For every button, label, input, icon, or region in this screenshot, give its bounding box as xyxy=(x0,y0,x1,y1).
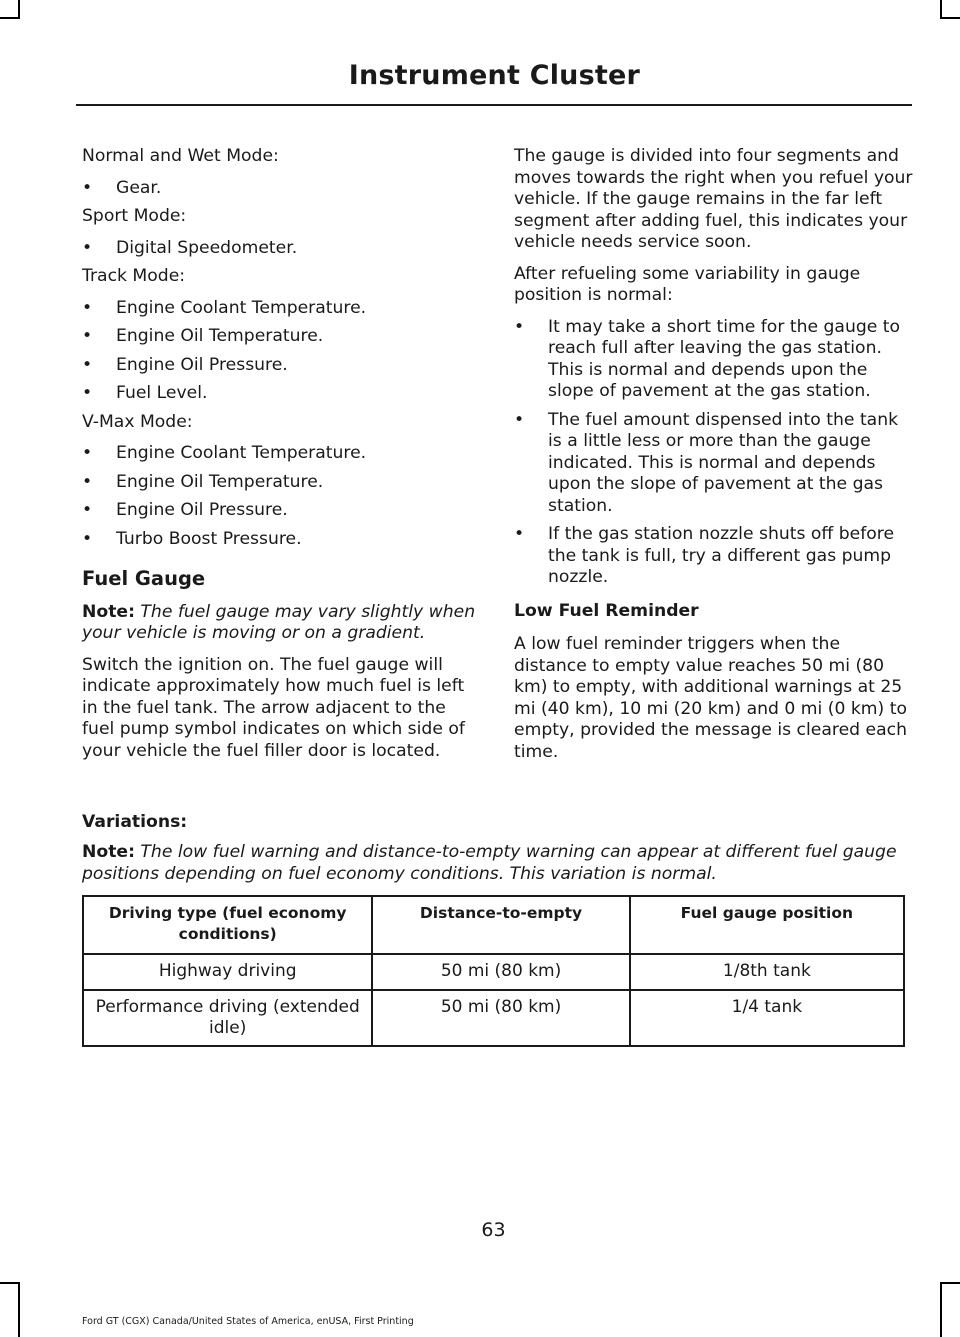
right-column xyxy=(514,146,914,773)
bullet-icon: • xyxy=(82,297,93,318)
sport-mode-label: Sport Mode: xyxy=(82,206,187,226)
crop-mark xyxy=(18,0,20,17)
list-item: • Engine Coolant Temperature. xyxy=(82,443,367,463)
table-cell: 1/8th tank xyxy=(630,954,904,990)
low-fuel-reminder-heading: Low Fuel Reminder xyxy=(514,600,699,621)
bullet-icon: • xyxy=(82,237,93,258)
low-fuel-paragraph: A low fuel reminder triggers when the distance to empty value reaches 50 mi (80 km) to empty, with additional warnings at 25 mi (40 km), 10 mi (20 km) and 0 mi (0 km) to empty, provided the message is cleared each time. xyxy=(514,634,907,762)
variations-note xyxy=(82,842,912,885)
footer-text: Ford GT (CGX) Canada/United States of America, enUSA, First Printing xyxy=(82,1316,414,1327)
bullet-icon: • xyxy=(82,500,93,520)
list-item: • Gear. xyxy=(82,177,162,198)
table-header-cell: Driving type (fuel economy conditions) xyxy=(83,896,372,954)
table-header-row xyxy=(83,896,904,954)
list-item: • The fuel amount dispensed into the tank is a little less or more than the gauge indicated. This is normal and depends upon the slope of pavement at the gas station. xyxy=(514,409,899,516)
crop-mark xyxy=(940,17,960,19)
vmax-mode-label: V-Max Mode: xyxy=(82,411,193,432)
page-title: Instrument Cluster xyxy=(348,60,640,91)
bullet-icon: • xyxy=(82,326,93,346)
bullet-icon: • xyxy=(514,409,525,430)
bullet-icon: • xyxy=(82,471,93,492)
normal-wet-mode-label: Normal and Wet Mode: xyxy=(82,146,279,166)
variations-table xyxy=(82,895,905,1047)
bullet-icon: • xyxy=(82,177,93,198)
table-cell: Highway driving xyxy=(83,954,372,990)
list-item: • Fuel Level. xyxy=(82,383,208,403)
list-item: • It may take a short time for the gauge to reach full after leaving the gas station. This is normal and depends upon the slope of pavement at the gas station. xyxy=(514,316,901,401)
table-header-cell: Fuel gauge position xyxy=(630,896,904,954)
table-row xyxy=(83,990,904,1046)
page-number: 63 xyxy=(481,1219,506,1241)
table-cell: 1/4 tank xyxy=(630,990,904,1046)
list-item: • Engine Coolant Temperature. xyxy=(82,297,367,318)
list-item: • Turbo Boost Pressure. xyxy=(82,528,302,549)
table-row xyxy=(83,954,904,990)
gauge-segments-paragraph: The gauge is divided into four segments and moves towards the right when you refuel your vehicle. If the gauge remains in the far left segment after adding fuel, this indicates your vehicle needs service soon. xyxy=(514,146,913,252)
fuel-gauge-heading: Fuel Gauge xyxy=(82,567,206,590)
track-mode-label: Track Mode: xyxy=(82,266,186,286)
fuel-note xyxy=(82,602,482,645)
crop-mark xyxy=(0,1282,20,1284)
table-cell: 50 mi (80 km) xyxy=(372,990,629,1046)
list-item: • If the gas station nozzle shuts off before the tank is full, try a different gas pump nozzle. xyxy=(514,524,895,587)
variations-heading: Variations: xyxy=(82,812,188,832)
crop-mark xyxy=(18,1282,20,1337)
bullet-icon: • xyxy=(82,528,93,549)
list-item: • Engine Oil Pressure. xyxy=(82,354,288,375)
crop-mark xyxy=(0,17,20,19)
note-label: Note: xyxy=(82,842,135,862)
bullet-icon: • xyxy=(82,443,93,463)
list-item: • Engine Oil Pressure. xyxy=(82,500,288,520)
fuel-gauge-paragraph: Switch the ignition on. The fuel gauge will indicate approximately how much fuel is left in the fuel tank. The arrow adjacent to the fuel pump symbol indicates on which side of your vehicle the fuel filler door is located. xyxy=(82,654,465,761)
list-item: • Engine Oil Temperature. xyxy=(82,471,324,492)
bullet-icon: • xyxy=(514,316,525,337)
bullet-icon: • xyxy=(514,524,525,544)
crop-mark xyxy=(940,0,942,17)
bullet-icon: • xyxy=(82,383,93,403)
left-column xyxy=(82,146,482,772)
bullet-icon: • xyxy=(82,354,93,375)
list-item: • Digital Speedometer. xyxy=(82,237,298,258)
table-cell: Performance driving (extended idle) xyxy=(83,990,372,1046)
refuel-paragraph: After refueling some variability in gauge position is normal: xyxy=(514,263,861,305)
crop-mark xyxy=(940,1282,942,1337)
note-label: Note: xyxy=(82,601,135,622)
note-text: The fuel gauge may vary slightly when your vehicle is moving or on a gradient. xyxy=(82,601,476,643)
table-cell: 50 mi (80 km) xyxy=(372,954,629,990)
list-item: • Engine Oil Temperature. xyxy=(82,326,324,346)
header-divider xyxy=(76,104,912,106)
note-text: The low fuel warning and distance-to-empty warning can appear at different fuel gauge positions depending on fuel economy conditions. This variation is normal. xyxy=(82,842,897,884)
crop-mark xyxy=(940,1282,960,1284)
table-header-cell: Distance-to-empty xyxy=(372,896,629,954)
